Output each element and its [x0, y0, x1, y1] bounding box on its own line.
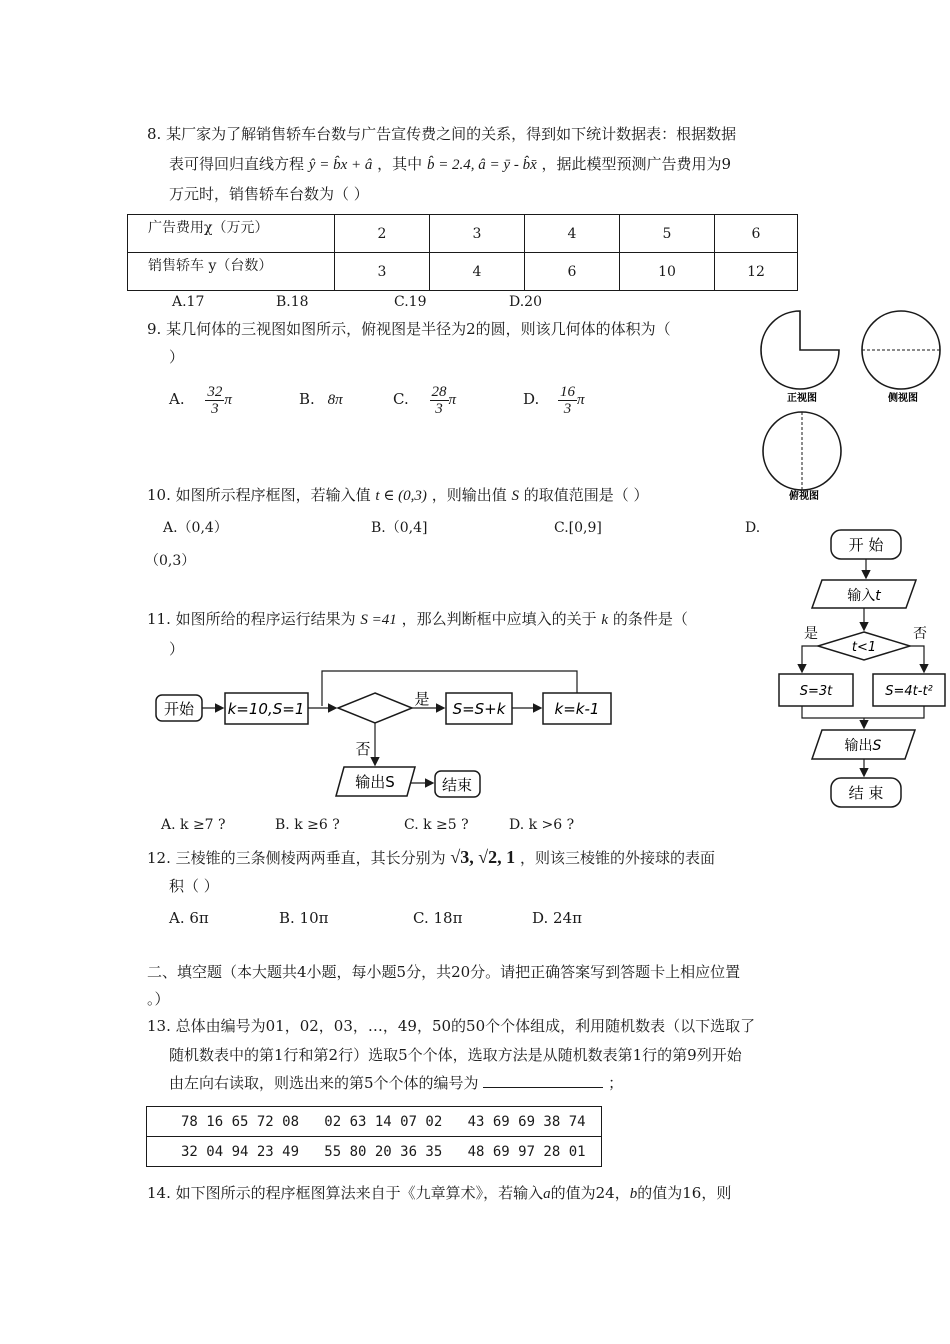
flow-input-var: t [875, 588, 881, 604]
q10-option-c: C.[0,9] [554, 520, 602, 536]
flow-output-label [845, 738, 882, 754]
pi-symbol: π [224, 392, 232, 408]
three-views-figure [755, 305, 945, 505]
flow-no-label: 否 [913, 626, 927, 642]
table-cell: 4 [525, 215, 620, 253]
q12-text-a: 12. 三棱锥的三条侧棱两两垂直，其长分别为 [147, 849, 446, 867]
flow-input-label [847, 588, 881, 604]
q11-option-c: C. k ≥5 ? [404, 817, 469, 833]
q12-option-c: C. 18π [413, 909, 463, 927]
flow11-yes-label: 是 [414, 690, 430, 708]
front-view-shape [761, 311, 839, 389]
q9-option-b-value: 8π [327, 392, 343, 408]
flow11-no-label: 否 [355, 740, 371, 758]
q9-line2: ） [169, 348, 185, 366]
q9-option-c-fraction [430, 384, 449, 417]
q13-text-a: 由左向右读取，则选出来的第5个个体的编号为 [169, 1074, 479, 1092]
q13-line2: 随机数表中的第1行和第2行）选取5个个体，选取方法是从随机数表第1行的第9列开始 [169, 1046, 742, 1064]
q8-option-c: C.19 [394, 294, 427, 310]
random-row-1: 78 16 65 72 08 02 63 14 07 02 43 69 69 38 74 [147, 1107, 602, 1137]
flow-left-label: S=3t [799, 684, 833, 699]
q8-data-table [127, 214, 798, 291]
q11-text-c: 的条件是（ [612, 610, 688, 628]
q9-option-c [393, 378, 456, 421]
q8-text-c: ，据此模型预测广告费用为9 [541, 155, 732, 173]
q10-s-var: S [511, 488, 519, 504]
table-row [128, 253, 798, 291]
q11-option-a: A. k ≥7 ? [161, 817, 226, 833]
flow-end-label: 结 束 [848, 784, 884, 802]
table-cell: 5 [620, 215, 715, 253]
q9-option-a-label: A. [169, 390, 185, 408]
table-cell: 广告费用χ（万元） [128, 215, 335, 253]
side-view-label: 侧视图 [888, 393, 918, 404]
q12-line1 [147, 847, 715, 868]
q13-text-b: ； [608, 1074, 624, 1092]
pi-symbol: π [448, 392, 457, 408]
q14-text-a: 14. 如下图所示的程序框图算法来自于《九章算术》，若输入 [147, 1184, 544, 1202]
q9-option-b [299, 378, 343, 421]
q10-option-d-value: （0,3） [145, 553, 196, 569]
random-number-table [146, 1106, 602, 1167]
q9-option-a-fraction [205, 384, 224, 417]
q10-option-b: B.（0,4] [371, 520, 428, 536]
table-cell: 2 [335, 215, 430, 253]
table-row [147, 1107, 602, 1137]
flow-decision-label: t<1 [851, 640, 877, 655]
table-cell: 4 [430, 253, 525, 291]
q10-option-a: A.（0,4） [163, 520, 228, 536]
q8-line1: 8. 某厂家为了解销售轿车台数与广告宣传费之间的关系，得到如下统计数据表：根据数据 [147, 125, 737, 143]
q14-text-b: 的值为24， [550, 1184, 630, 1202]
flow-output-text: 输出 [844, 738, 873, 754]
q8-line3: 万元时，销售轿车台数为（ ） [169, 185, 369, 203]
table-cell: 3 [430, 215, 525, 253]
flow-input-text: 输入 [847, 588, 876, 604]
flow11-end-label: 结束 [441, 776, 473, 794]
q10-text-c: 的取值范围是（ ） [523, 486, 649, 504]
q8-option-a: A.17 [172, 294, 205, 310]
table-cell: 3 [335, 253, 430, 291]
section2-line1: 二、填空题（本大题共4小题，每小题5分，共20分。请把正确答案写到答题卡上相应位置 [147, 963, 741, 981]
section2-line2: 。） [147, 990, 170, 1008]
q12-text-b: ，则该三棱锥的外接球的表面 [519, 849, 715, 867]
numerator: 32 [207, 383, 223, 400]
q8-regression-eq: ŷ = b̂x + â [308, 157, 373, 173]
q12-option-b: B. 10π [279, 909, 329, 927]
q11-flowchart [150, 662, 620, 807]
flow-yes-label: 是 [804, 626, 818, 642]
q9-line1: 9. 某几何体的三视图如图所示，俯视图是半径为2的圆，则该几何体的体积为（ [147, 320, 671, 338]
q10-text-a: 10. 如图所示程序框图，若输入值 [147, 486, 371, 504]
q11-line2: ） [169, 640, 185, 658]
q11-line1 [147, 609, 688, 630]
q9-option-d-fraction [558, 384, 577, 417]
q10-text-b: ，则输出值 [431, 486, 507, 504]
flow-right-label: S=4t-t² [885, 684, 933, 699]
q9-option-d [523, 378, 585, 421]
side-view [862, 311, 940, 389]
table-row [147, 1137, 602, 1167]
q8-option-b: B.18 [276, 294, 309, 310]
q8-option-d: D.20 [509, 294, 542, 310]
q11-text-a: 11. 如图所给的程序运行结果为 [147, 610, 356, 628]
flow11-loop-line [322, 671, 577, 706]
q8-text-b: ，其中 [377, 155, 423, 173]
q12-option-a: A. 6π [169, 909, 209, 927]
answer-blank[interactable] [483, 1073, 603, 1088]
q10-option-d: D. [745, 520, 761, 536]
q10-flowchart [775, 525, 947, 813]
q11-result: S =41 [360, 612, 397, 628]
flow11-init-label: k=10,S=1 [227, 700, 305, 718]
table-cell: 12 [715, 253, 798, 291]
flow11-decision-box [338, 693, 412, 723]
top-view-label: 俯视图 [789, 491, 819, 502]
q11-option-b: B. k ≥6 ? [275, 817, 340, 833]
flow11-start-label: 开始 [163, 700, 195, 718]
q11-k-var: k [601, 612, 609, 628]
q12-line2: 积（ ） [169, 877, 219, 895]
pi-symbol: π [577, 392, 585, 408]
table-cell: 6 [525, 253, 620, 291]
flow11-output-label: 输出S [355, 773, 395, 791]
q10-condition: t ∈ (0,3) [375, 488, 427, 504]
table-cell: 销售轿车 y（台数） [128, 253, 335, 291]
q14-line1 [147, 1183, 731, 1204]
denominator: 3 [211, 400, 219, 417]
q13-line1: 13. 总体由编号为01，02，03，…，49，50的50个个体组成，利用随机数表（以下选取了 [147, 1017, 756, 1035]
flow-arrow [802, 646, 818, 671]
front-view-label: 正视图 [787, 393, 817, 404]
denominator: 3 [563, 400, 572, 417]
flow11-sum-label: S=S+k [452, 700, 506, 718]
q11-option-d: D. k >6 ? [509, 817, 575, 833]
q12-option-d: D. 24π [532, 909, 582, 927]
q10-line1 [147, 485, 649, 506]
random-row-2: 32 04 94 23 49 55 80 20 36 35 48 69 97 28 01 [147, 1137, 602, 1167]
front-view [761, 311, 839, 389]
table-cell: 6 [715, 215, 798, 253]
flow-arrow [910, 646, 924, 671]
table-row [128, 215, 798, 253]
numerator: 28 [431, 383, 447, 400]
flow-output-var: S [872, 738, 882, 754]
q12-lengths: √3, √2, 1 [450, 847, 516, 867]
denominator: 3 [435, 400, 443, 417]
flow-start-label: 开 始 [848, 536, 884, 554]
q14-a-var: a [543, 1186, 551, 1202]
q9-option-a [169, 378, 232, 421]
q13-line3 [169, 1073, 623, 1093]
q9-option-d-label: D. [523, 390, 540, 408]
flow-merge-line [802, 706, 924, 718]
q8-line2 [169, 154, 731, 175]
numerator: 16 [560, 383, 576, 400]
flow11-dec-label: k=k-1 [554, 700, 600, 718]
q14-text-c: 的值为16，则 [637, 1184, 732, 1202]
q9-option-b-label: B. [299, 390, 315, 408]
q8-coef-eq: b̂ = 2.4, â = ȳ - b̂x̄ [426, 157, 537, 173]
q11-text-b: ，那么判断框中应填入的关于 [401, 610, 597, 628]
q14-b-var: b [629, 1186, 638, 1202]
top-view [763, 412, 841, 490]
table-cell: 10 [620, 253, 715, 291]
q8-text-a: 表可得回归直线方程 [169, 155, 305, 173]
q9-option-c-label: C. [393, 390, 409, 408]
